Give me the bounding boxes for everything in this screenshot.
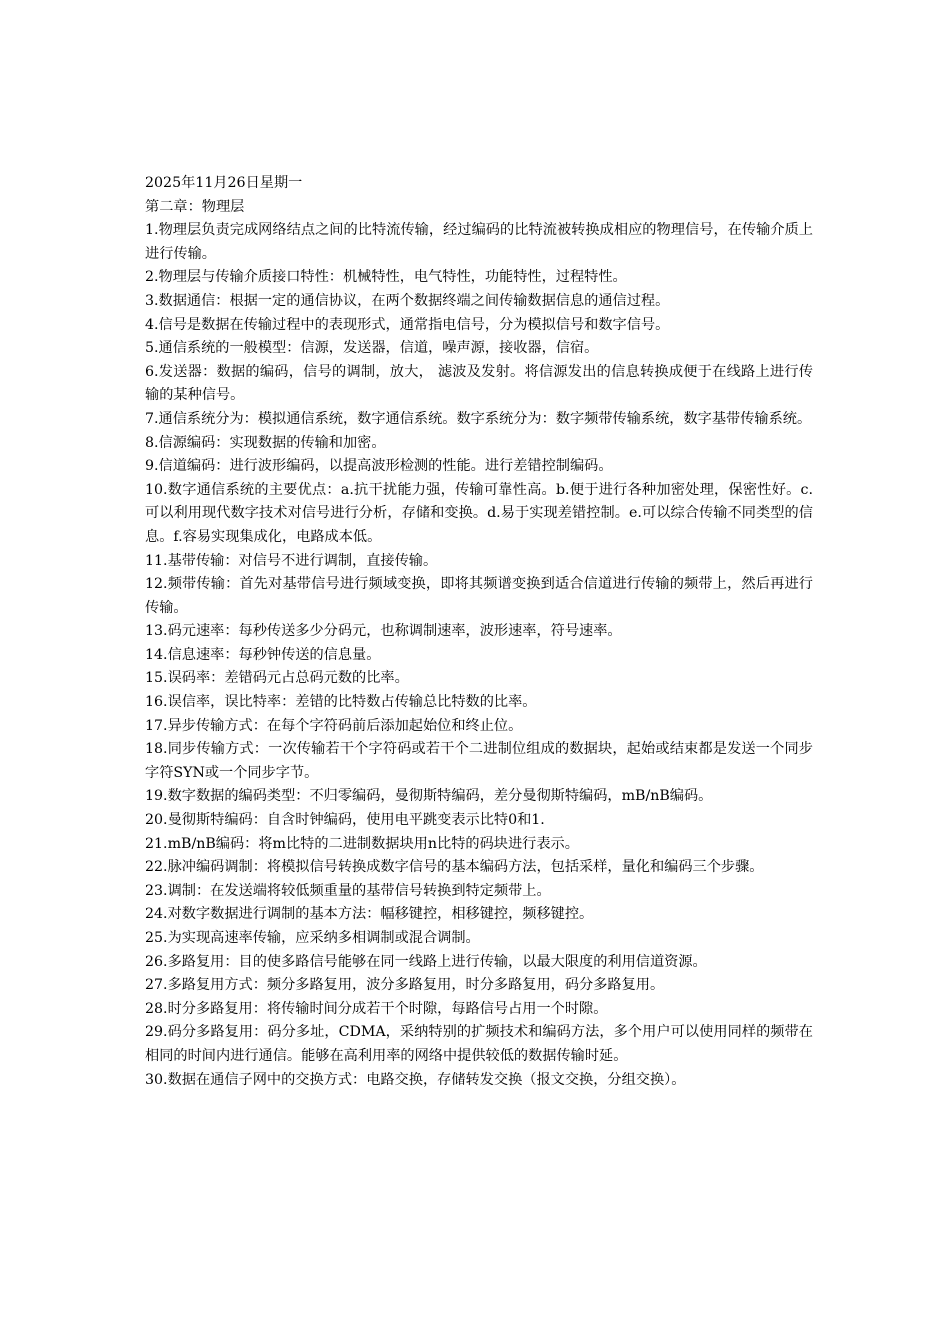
list-item-29: 29.码分多路复用：码分多址，CDMA，采纳特别的扩频技术和编码方法，多个用户可以使用同样的频带在相同的时间内进行通信。能够在高利用率的网络中提供较低的数据传输时延。 <box>145 1024 813 1064</box>
list-item-17: 17.异步传输方式：在每个字符码前后添加起始位和终止位。 <box>145 717 523 734</box>
list-item-30: 30.数据在通信子网中的交换方式：电路交换，存储转发交换（报文交换，分组交换）。 <box>145 1071 686 1088</box>
list-item-3: 3.数据通信：根据一定的通信协议，在两个数据终端之间传输数据信息的通信过程。 <box>145 292 670 309</box>
list-item-14: 14.信息速率：每秒钟传送的信息量。 <box>145 646 381 663</box>
list-item-4: 4.信号是数据在传输过程中的表现形式，通常指电信号，分为模拟信号和数字信号。 <box>145 316 670 333</box>
list-item-8: 8.信源编码：实现数据的传输和加密。 <box>145 434 386 451</box>
list-item-20: 20.曼彻斯特编码：自含时钟编码，使用电平跳变表示比特0和1. <box>145 812 545 829</box>
chapter-heading: 第二章：物理层 <box>145 198 245 215</box>
list-item-7: 7.通信系统分为：模拟通信系统，数字通信系统。数字系统分为：数字频带传输系统，数字基带传输系统。 <box>145 410 812 427</box>
list-item-9: 9.信道编码：进行波形编码，以提高波形检测的性能。进行差错控制编码。 <box>145 458 613 475</box>
list-item-11: 11.基带传输：对信号不进行调制，直接传输。 <box>145 552 438 569</box>
list-item-27: 27.多路复用方式：频分多路复用，波分多路复用，时分多路复用，码分多路复用。 <box>145 977 665 994</box>
list-item-26: 26.多路复用：目的使多路信号能够在同一线路上进行传输，以最大限度的利用信道资源。 <box>145 953 707 970</box>
list-item-10: 10.数字通信系统的主要优点：a.抗干扰能力强，传输可靠性高。b.便于进行各种加密处理，保密性好。c.可以利用现代数字技术对信号进行分析，存储和变换。d.易于实现差错控制。e.可以综合传输不同类型的信息。f.容易实现集成化，电路成本低。 <box>145 481 813 545</box>
list-item-23: 23.调制：在发送端将较低频重量的基带信号转换到特定频带上。 <box>145 882 551 899</box>
list-item-15: 15.误码率：差错码元占总码元数的比率。 <box>145 670 409 687</box>
list-item-2: 2.物理层与传输介质接口特性：机械特性，电气特性，功能特性，过程特性。 <box>145 269 627 286</box>
list-item-25: 25.为实现高速率传输，应采纳多相调制或混合调制。 <box>145 930 480 946</box>
list-item-5: 5.通信系统的一般模型：信源，发送器，信道，噪声源，接收器，信宿。 <box>145 340 599 357</box>
list-item-1: 1.物理层负责完成网络结点之间的比特流传输，经过编码的比特流被转换成相应的物理信号，在传输介质上进行传输。 <box>145 222 813 262</box>
list-item-22: 22.脉冲编码调制：将模拟信号转换成数字信号的基本编码方法，包括采样，量化和编码三个步骤。 <box>145 859 764 876</box>
list-item-18: 18.同步传输方式：一次传输若干个字符码或若干个二进制位组成的数据块，起始或结束都是发送一个同步字符SYN或一个同步字节。 <box>145 741 813 781</box>
list-item-6: 6.发送器：数据的编码，信号的调制，放大， 滤波及发射。将信源发出的信息转换成便于在线路上进行传输的某种信号。 <box>145 363 813 404</box>
list-item-19: 19.数字数据的编码类型：不归零编码，曼彻斯特编码，差分曼彻斯特编码，mB/nB编码。 <box>145 788 713 805</box>
document-body <box>145 172 813 1092</box>
list-item-21: 21.mB/nB编码：将m比特的二进制数据块用n比特的码块进行表示。 <box>145 835 579 852</box>
list-item-13: 13.码元速率：每秒传送多少分码元，也称调制速率，波形速率，符号速率。 <box>145 623 622 640</box>
list-item-12: 12.频带传输：首先对基带信号进行频域变换，即将其频谱变换到适合信道进行传输的频带上，然后再进行传输。 <box>145 576 813 616</box>
list-item-16: 16.误信率，误比特率：差错的比特数占传输总比特数的比率。 <box>145 694 537 711</box>
list-item-24: 24.对数字数据进行调制的基本方法：幅移键控，相移键控，频移键控。 <box>145 906 594 923</box>
list-item-28: 28.时分多路复用：将传输时间分成若干个时隙，每路信号占用一个时隙。 <box>145 1000 608 1017</box>
document-date: 2025年11月26日星期一 <box>145 175 303 191</box>
